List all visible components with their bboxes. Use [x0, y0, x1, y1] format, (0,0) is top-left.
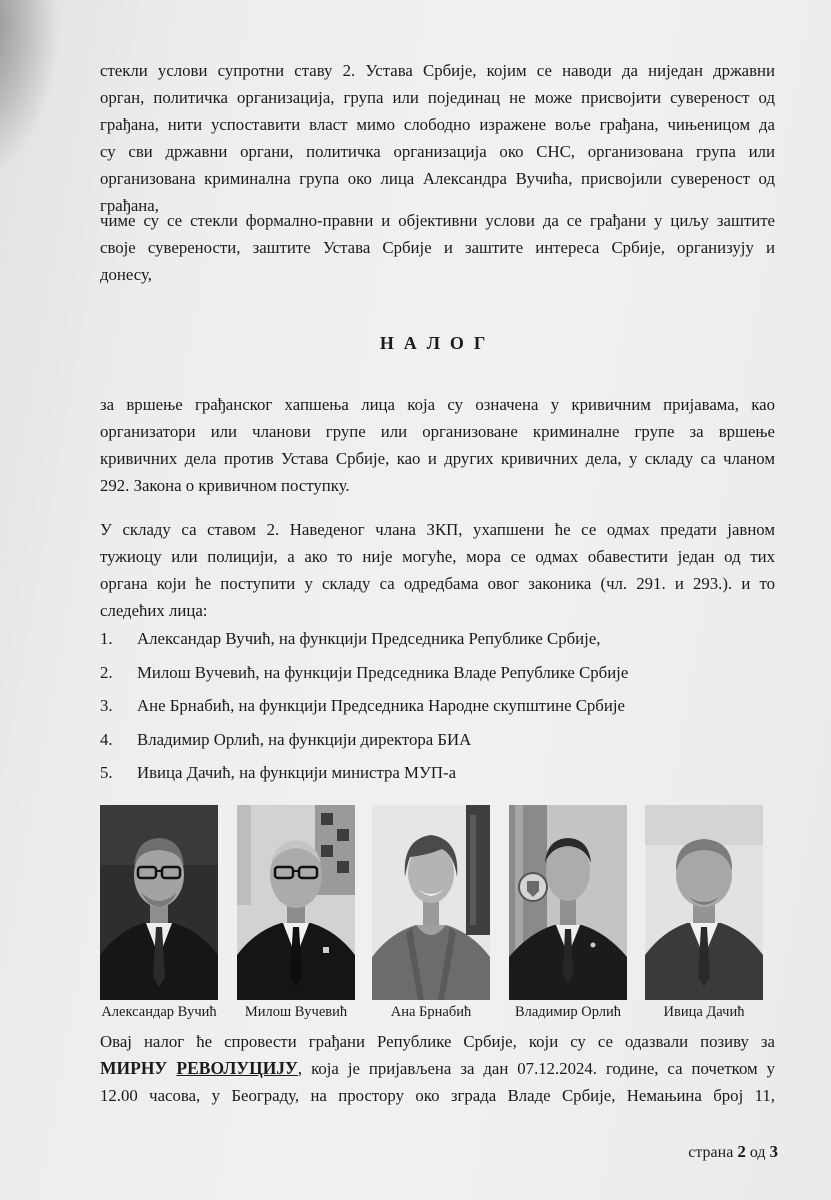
text-line: своје суверености, заштите Устава Србије и заштите интереса Србије, организују и	[100, 238, 775, 257]
text-line: организатори или чланови групе или организоване криминалне групе за вршење	[100, 422, 775, 441]
list-number: 2.	[100, 662, 113, 682]
text-line: донесу,	[100, 265, 152, 284]
text-line: организована криминална група око лица Александра Вучића, присвојили сувереност од	[100, 169, 775, 188]
text-line: чиме су се стекли формално-правни и објективни услови да се грађани у циљу заштите	[100, 211, 775, 230]
text-line: органа који ће поступити у складу са одредбама овог законика (чл. 291. и 293.). и то	[100, 574, 775, 593]
list-text: Владимир Орлић, на функцији директора БИА	[137, 729, 472, 749]
list-item	[100, 723, 775, 757]
text-line: грађана,	[100, 196, 159, 215]
list-number: 3.	[100, 696, 113, 715]
text-line: орган, политичка организација, група или појединац не може присвојити сувереност од	[100, 88, 775, 107]
persons-list	[100, 622, 775, 790]
text-line: 12.00 часова, у Београду, на простору око зграда Владе Србије, Немањина број 11,	[100, 1086, 775, 1105]
paragraph-3	[100, 391, 775, 499]
current-page: 2	[737, 1142, 746, 1161]
portrait-photo	[237, 805, 355, 1000]
portrait-photo	[100, 805, 218, 1000]
list-number: 4.	[100, 729, 113, 749]
photo-caption: Ивица Дачић	[663, 1004, 745, 1020]
portrait-photo	[645, 805, 763, 1000]
text-line	[100, 1055, 775, 1082]
text-line: кривичних дела против Устава Србије, као и других кривичних дела, у складу са чланом	[100, 449, 775, 468]
list-text: Ане Брнабић, на функцији Председника Народне скупштине Србије	[137, 696, 625, 715]
paragraph-2	[100, 207, 775, 288]
list-item	[100, 622, 775, 656]
list-item	[100, 756, 775, 790]
page-label: страна	[688, 1144, 738, 1161]
portrait-photo	[509, 805, 627, 1000]
list-item	[100, 689, 775, 723]
list-number: 1.	[100, 629, 113, 648]
photo-caption: Владимир Орлић	[514, 1004, 622, 1020]
photo-caption: Милош Вучевић	[244, 1004, 348, 1020]
portrait-image	[372, 805, 490, 1000]
photo-caption: Александар Вучић	[101, 1004, 217, 1020]
portrait-photo	[372, 805, 490, 1000]
paragraph-4	[100, 516, 775, 624]
portrait-image	[237, 805, 355, 1000]
photo-caption: Ана Брнабић	[390, 1004, 472, 1020]
portrait-image	[645, 805, 763, 1000]
text-line: следећих лица:	[100, 601, 208, 620]
page-number	[688, 1140, 778, 1165]
bold-underlined-text: РЕВОЛУЦИЈУ	[176, 1058, 298, 1078]
portrait-image	[100, 805, 218, 1000]
bold-text: МИРНУ	[100, 1058, 177, 1078]
text-line: У складу са ставом 2. Наведеног члана ЗКП, ухапшени ће се одмах предати јавном	[100, 520, 775, 539]
text-line: грађана, нити успоставити власт мимо слободно изражене воље грађана, чињеницом да	[100, 115, 775, 134]
paragraph-1	[100, 57, 775, 219]
list-text: Ивица Дачић, на функцији министра МУП-а	[137, 763, 457, 782]
closing-paragraph	[100, 1028, 775, 1109]
text-line: за вршење грађанског хапшења лица која су означена у кривичним пријавама, као	[100, 395, 775, 414]
page-of-label: од	[745, 1144, 770, 1161]
list-item	[100, 656, 775, 690]
line-text: , која је пријављена за дан 07.12.2024. године, са почетком у	[297, 1059, 775, 1078]
text-line: тужиоцу или полицији, а ако то није могуће, мора се одмах обавестити један од тих	[100, 547, 775, 566]
document-heading: НАЛОГ	[379, 333, 496, 353]
list-text: Александар Вучић, на функцији Председника Републике Србије,	[137, 629, 601, 648]
portrait-image	[509, 805, 627, 1000]
list-number: 5.	[100, 763, 113, 782]
total-pages: 3	[769, 1142, 778, 1161]
text-line: су сви државни органи, политичка организација око СНС, организована група или	[100, 142, 775, 161]
page-shadow	[0, 0, 60, 180]
text-line: стекли услови супротни ставу 2. Устава Србије, којим се наводи да ниједан државни	[100, 61, 775, 80]
text-line: 292. Закона о кривичном поступку.	[100, 476, 350, 495]
text-line: Овај налог ће спровести грађани Републике Србије, који су се одазвали позиву за	[100, 1032, 775, 1051]
list-text: Милош Вучевић, на функцији Председника Владе Републике Србије	[137, 662, 629, 682]
